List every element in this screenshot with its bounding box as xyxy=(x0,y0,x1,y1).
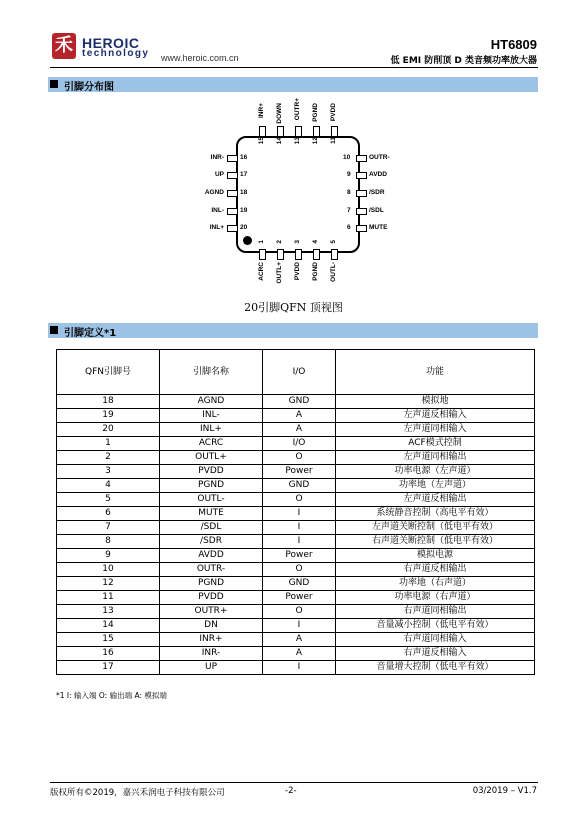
brand-sub: technology xyxy=(82,48,150,59)
cell-pin-name: /SDL xyxy=(160,521,263,535)
logo-char: 禾 xyxy=(55,35,73,56)
pin-name-8: /SDR xyxy=(369,189,385,196)
pin-pad-20 xyxy=(227,225,238,232)
cell-io: GND xyxy=(263,395,336,409)
cell-io: Power xyxy=(263,549,336,563)
cell-pin-name: DN xyxy=(160,619,263,633)
cell-function: 右声道同相输入 xyxy=(336,633,535,647)
cell-pin-name: UP xyxy=(160,661,263,675)
cell-io: A xyxy=(263,423,336,437)
table-row xyxy=(57,633,535,647)
table-row xyxy=(57,647,535,661)
pin-number-2: 2 xyxy=(276,240,283,244)
cell-io: O xyxy=(263,451,336,465)
col-header-function: 功能 xyxy=(336,350,535,395)
pin-name-18: AGND xyxy=(204,189,224,196)
cell-function: 左声道反相输出 xyxy=(336,493,535,507)
cell-pin-number: 20 xyxy=(57,423,160,437)
cell-pin-number: 7 xyxy=(57,521,160,535)
cell-function: 左声道同相输出 xyxy=(336,451,535,465)
pin-number-12: 12 xyxy=(312,137,319,145)
cell-pin-name: ACRC xyxy=(160,437,263,451)
footnote: *1 I: 输入端 O: 输出端 A: 模拟端 xyxy=(56,691,167,700)
cell-pin-number: 16 xyxy=(57,647,160,661)
cell-pin-number: 1 xyxy=(57,437,160,451)
cell-io: A xyxy=(263,633,336,647)
pin-pad-3 xyxy=(295,249,302,260)
pin-number-6: 6 xyxy=(347,224,351,231)
cell-pin-number: 18 xyxy=(57,395,160,409)
pin-pad-7 xyxy=(356,208,367,215)
cell-io: GND xyxy=(263,577,336,591)
cell-pin-number: 17 xyxy=(57,661,160,675)
bullet-square xyxy=(50,326,58,334)
cell-pin-name: INR- xyxy=(160,647,263,661)
pin-pad-18 xyxy=(227,190,238,197)
pin-pad-4 xyxy=(313,249,320,260)
cell-pin-name: PVDD xyxy=(160,591,263,605)
pin-number-9: 9 xyxy=(347,171,351,178)
footer-version: 03/2019 – V1.7 xyxy=(472,786,537,796)
cell-pin-name: PVDD xyxy=(160,465,263,479)
cell-function: 右声道同相输出 xyxy=(336,605,535,619)
pin-pad-8 xyxy=(356,190,367,197)
cell-function: 模拟地 xyxy=(336,395,535,409)
cell-function: 功率地（右声道） xyxy=(336,577,535,591)
table-row xyxy=(57,437,535,451)
company-logo xyxy=(52,33,76,59)
pin-name-17: UP xyxy=(214,171,224,178)
cell-io: GND xyxy=(263,479,336,493)
cell-pin-number: 3 xyxy=(57,465,160,479)
cell-function: 音量增大控制（低电平有效） xyxy=(336,661,535,675)
pin-name-13: OUTR+ xyxy=(294,98,301,121)
cell-pin-number: 5 xyxy=(57,493,160,507)
cell-pin-number: 14 xyxy=(57,619,160,633)
brand-name: HEROIC xyxy=(82,35,140,51)
table-header-row xyxy=(57,350,535,395)
pin-name-19: INL- xyxy=(211,207,224,214)
pin-pad-5 xyxy=(331,249,338,260)
pin-name-20: INL+ xyxy=(209,224,224,231)
pin-name-11: PVDD xyxy=(330,103,337,122)
section-title: 引脚定义*1 xyxy=(64,328,117,339)
pin-number-3: 3 xyxy=(294,240,301,244)
cell-io: O xyxy=(263,563,336,577)
pin1-marker-dot xyxy=(243,236,252,245)
pin-number-14: 14 xyxy=(276,137,283,145)
table-row xyxy=(57,619,535,633)
pin-name-6: MUTE xyxy=(369,224,388,231)
table-row xyxy=(57,479,535,493)
cell-pin-number: 11 xyxy=(57,591,160,605)
col-header-pin-number: QFN引脚号 xyxy=(57,350,160,395)
pin-number-7: 7 xyxy=(347,207,351,214)
pin-number-5: 5 xyxy=(330,240,337,244)
cell-function: 系统静音控制（高电平有效） xyxy=(336,507,535,521)
pin-number-15: 15 xyxy=(258,137,265,145)
cell-pin-name: OUTR- xyxy=(160,563,263,577)
cell-pin-number: 8 xyxy=(57,535,160,549)
cell-function: 音量减小控制（低电平有效） xyxy=(336,619,535,633)
pin-definition-table xyxy=(56,349,535,675)
cell-pin-number: 15 xyxy=(57,633,160,647)
pin-name-9: AVDD xyxy=(369,171,387,178)
table-row xyxy=(57,451,535,465)
pin-name-1: ACRC xyxy=(258,262,265,281)
cell-function: 左声道反相输入 xyxy=(336,409,535,423)
cell-pin-number: 2 xyxy=(57,451,160,465)
cell-io: Power xyxy=(263,465,336,479)
pin-name-14: DOWN xyxy=(276,103,283,124)
pin-pad-2 xyxy=(277,249,284,260)
header-divider xyxy=(50,67,538,68)
pin-name-12: PGND xyxy=(312,103,319,122)
cell-io: O xyxy=(263,605,336,619)
cell-function: 模拟电源 xyxy=(336,549,535,563)
chip-body xyxy=(236,136,360,253)
pin-name-4: PGND xyxy=(312,262,319,281)
doc-subtitle: 低 EMI 防削顶 D 类音频功率放大器 xyxy=(390,56,537,66)
pin-number-18: 18 xyxy=(240,189,248,196)
table-row xyxy=(57,549,535,563)
cell-function: 右声道关断控制（低电平有效） xyxy=(336,535,535,549)
pin-pad-16 xyxy=(227,155,238,162)
table-row xyxy=(57,465,535,479)
cell-pin-name: MUTE xyxy=(160,507,263,521)
table-row xyxy=(57,521,535,535)
cell-pin-name: INL- xyxy=(160,409,263,423)
cell-io: I xyxy=(263,521,336,535)
cell-pin-name: OUTL- xyxy=(160,493,263,507)
cell-function: 功率地（左声道） xyxy=(336,479,535,493)
pin-name-7: /SDL xyxy=(369,207,384,214)
cell-pin-name: PGND xyxy=(160,479,263,493)
col-header-io: I/O xyxy=(263,350,336,395)
pin-pad-13 xyxy=(295,126,302,137)
footer-divider xyxy=(50,782,538,783)
table-row xyxy=(57,493,535,507)
table-row xyxy=(57,395,535,409)
cell-io: A xyxy=(263,647,336,661)
cell-function: 右声道反相输出 xyxy=(336,563,535,577)
cell-io: O xyxy=(263,493,336,507)
pin-pad-14 xyxy=(277,126,284,137)
pin-number-11: 11 xyxy=(330,137,337,144)
cell-pin-name: INR+ xyxy=(160,633,263,647)
cell-pin-number: 9 xyxy=(57,549,160,563)
cell-function: ACF模式控制 xyxy=(336,437,535,451)
cell-io: I xyxy=(263,619,336,633)
section-header-pinout xyxy=(48,77,538,92)
cell-io: I/O xyxy=(263,437,336,451)
col-header-pin-name: 引脚名称 xyxy=(160,350,263,395)
cell-function: 功率电源（左声道） xyxy=(336,465,535,479)
cell-pin-number: 10 xyxy=(57,563,160,577)
cell-pin-name: OUTR+ xyxy=(160,605,263,619)
cell-pin-name: /SDR xyxy=(160,535,263,549)
cell-io: I xyxy=(263,507,336,521)
cell-pin-name: AVDD xyxy=(160,549,263,563)
cell-pin-name: PGND xyxy=(160,577,263,591)
part-number: HT6809 xyxy=(490,37,537,52)
pin-name-10: OUTR- xyxy=(369,154,390,161)
table-row xyxy=(57,605,535,619)
cell-function: 右声道反相输入 xyxy=(336,647,535,661)
pin-pad-9 xyxy=(356,172,367,179)
cell-function: 左声道关断控制（低电平有效） xyxy=(336,521,535,535)
pin-pad-10 xyxy=(356,155,367,162)
table-row xyxy=(57,577,535,591)
pin-name-2: OUTL+ xyxy=(276,262,283,284)
cell-io: A xyxy=(263,409,336,423)
pinout-caption: 20引脚QFN 顶视图 xyxy=(244,301,343,314)
pin-number-13: 13 xyxy=(294,137,301,145)
pin-number-19: 19 xyxy=(240,207,248,214)
pin-number-16: 16 xyxy=(240,154,248,161)
footer-copyright: 版权所有©2019，嘉兴禾润电子科技有限公司 xyxy=(50,788,225,798)
cell-pin-name: OUTL+ xyxy=(160,451,263,465)
pin-pad-6 xyxy=(356,225,367,232)
pin-pad-15 xyxy=(259,126,266,137)
pin-pad-1 xyxy=(259,249,266,260)
pin-number-4: 4 xyxy=(312,240,319,244)
pin-number-20: 20 xyxy=(240,224,248,231)
pin-pad-19 xyxy=(227,208,238,215)
cell-io: I xyxy=(263,535,336,549)
pin-name-5: OUTL- xyxy=(330,262,337,282)
cell-function: 功率电源（右声道） xyxy=(336,591,535,605)
cell-pin-number: 6 xyxy=(57,507,160,521)
section-header-definition xyxy=(48,323,538,338)
pin-pad-17 xyxy=(227,172,238,179)
cell-pin-number: 4 xyxy=(57,479,160,493)
cell-pin-number: 12 xyxy=(57,577,160,591)
cell-pin-name: AGND xyxy=(160,395,263,409)
table-row xyxy=(57,409,535,423)
table-row xyxy=(57,535,535,549)
cell-io: I xyxy=(263,661,336,675)
bullet-square xyxy=(50,80,58,88)
table-row xyxy=(57,423,535,437)
table-row xyxy=(57,507,535,521)
table-row xyxy=(57,591,535,605)
pin-name-3: PVDD xyxy=(294,262,301,281)
cell-io: Power xyxy=(263,591,336,605)
cell-pin-number: 19 xyxy=(57,409,160,423)
company-url[interactable]: www.heroic.com.cn xyxy=(161,53,239,63)
pin-pad-12 xyxy=(313,126,320,137)
table-row xyxy=(57,661,535,675)
footer-page-number: -2- xyxy=(285,786,297,796)
pin-number-1: 1 xyxy=(258,240,265,244)
pin-name-16: INR- xyxy=(210,154,224,161)
table-row xyxy=(57,563,535,577)
cell-function: 左声道同相输入 xyxy=(336,423,535,437)
pin-name-15: INR+ xyxy=(258,103,265,119)
cell-pin-name: INL+ xyxy=(160,423,263,437)
pin-number-17: 17 xyxy=(240,171,248,178)
pin-number-10: 10 xyxy=(343,154,351,161)
section-title: 引脚分布图 xyxy=(64,82,114,93)
pin-pad-11 xyxy=(331,126,338,137)
pin-number-8: 8 xyxy=(347,189,351,196)
cell-pin-number: 13 xyxy=(57,605,160,619)
